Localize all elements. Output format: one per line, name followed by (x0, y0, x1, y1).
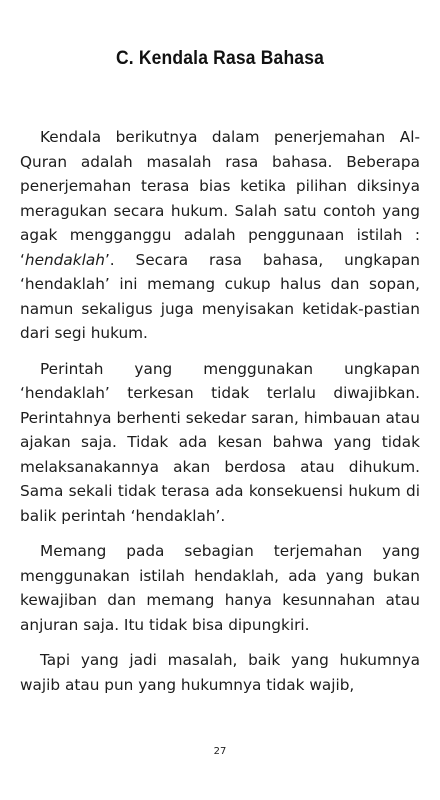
text-run: ’. Secara rasa bahasa, ungkapan ‘hendaklah’ ini memang cukup halus dan sopan, namun sekaligus juga menyisakan ketidak-pastian dari segi hukum. (20, 250, 420, 342)
italic-term: hendaklah (24, 250, 105, 269)
page-number: 27 (213, 746, 227, 757)
text-run: Kendala berikutnya dalam penerjemahan Al-Quran adalah masalah rasa bahasa. Beberapa penerjemahan terasa bias ketika pilihan diksinya meragukan secara hukum. Salah satu contoh yang agak mengganggu adalah penggunaan istilah : ‘ (20, 128, 420, 269)
body-text (20, 125, 420, 708)
paragraph (20, 125, 420, 346)
text-run: Memang pada sebagian terjemahan yang menggunakan istilah hendaklah, ada yang bukan kewajiban dan memang hanya kesunnahan atau anjuran saja. Itu tidak bisa dipungkiri. (20, 542, 420, 634)
text-run: Perintah yang menggunakan ungkapan ‘hendaklah’ terkesan tidak terlalu diwajibkan. Perintahnya berhenti sekedar saran, himbauan atau ajakan saja. Tidak ada kesan bahwa yang tidak melaksanakannya akan berdosa atau dihukum. Sama sekali tidak terasa ada konsekuensi hukum di balik perintah ‘hendaklah’. (20, 359, 420, 525)
paragraph (20, 648, 420, 697)
text-run: Tapi yang jadi masalah, baik yang hukumnya wajib atau pun yang hukumnya tidak wajib, (20, 651, 420, 694)
paragraph (20, 357, 420, 529)
paragraph (20, 539, 420, 637)
chapter-title: C. Kendala Rasa Bahasa (115, 48, 325, 69)
